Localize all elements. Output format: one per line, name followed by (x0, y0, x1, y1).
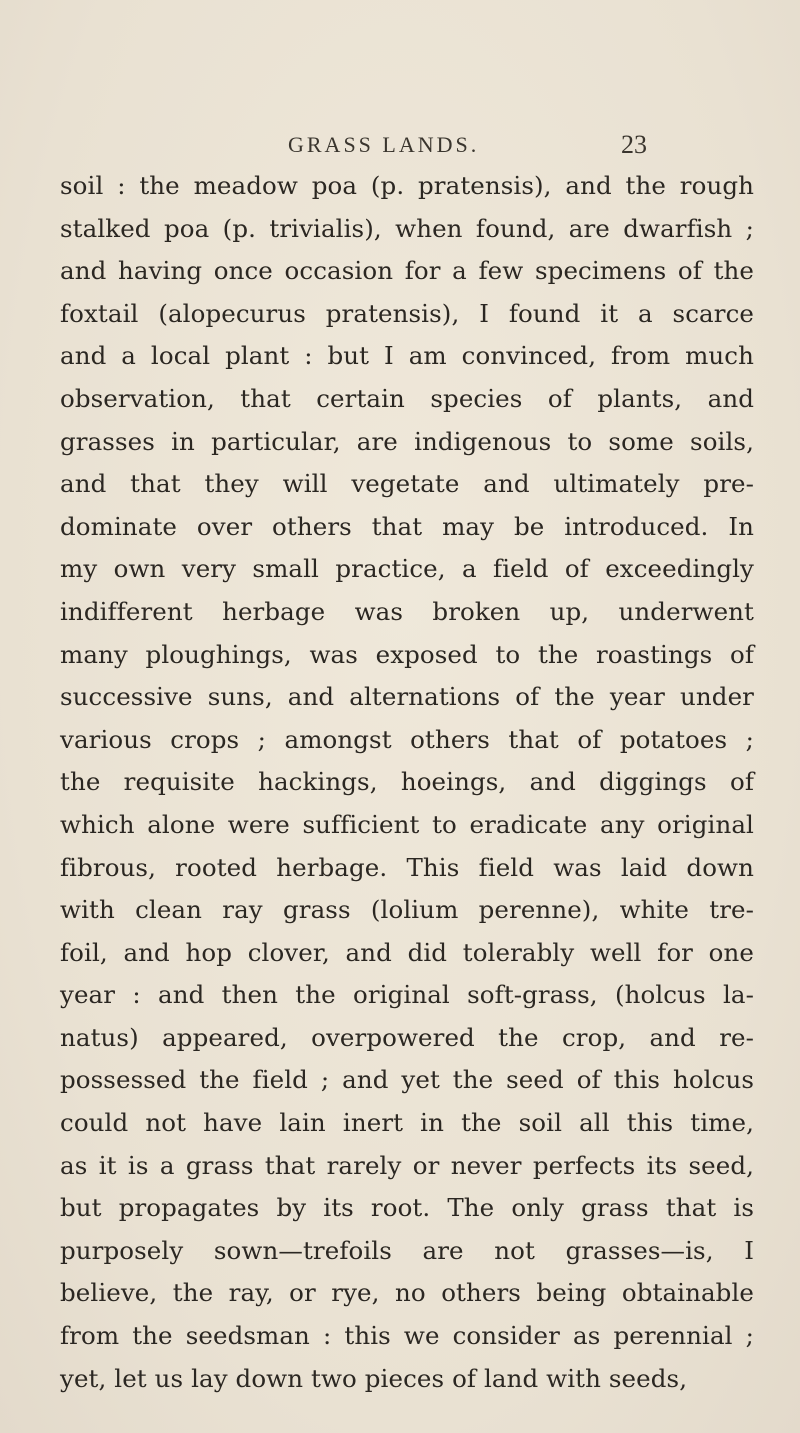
text-line: indifferent herbage was broken up, underwent (60, 596, 754, 626)
text-line: possessed the field ; and yet the seed of this holcus (60, 1065, 754, 1095)
text-line: grasses in particular, are indigenous to some soils, (60, 426, 754, 456)
text-line: yet, let us lay down two pieces of land with seeds, (60, 1363, 688, 1393)
text-line: with clean ray grass (lolium perenne), white tre- (60, 895, 754, 925)
text-line: and that they will vegetate and ultimately pre- (60, 469, 754, 499)
text-line: my own very small practice, a field of exceedingly (60, 554, 754, 584)
text-line: soil : the meadow poa (p. pratensis), and the rough (60, 171, 754, 200)
text-line: natus) appeared, overpowered the crop, and re- (60, 1022, 754, 1052)
text-line: foxtail (alopecurus pratensis), I found it a scarce (60, 298, 754, 328)
text-line: foil, and hop clover, and did tolerably well for one (60, 937, 754, 967)
text-line: year : and then the original soft-grass, (holcus la- (60, 980, 754, 1010)
text-line: and having once occasion for a few specimens of the (60, 256, 754, 286)
text-line: purposely sown—trefoils are not grasses—is, I (60, 1235, 754, 1265)
text-line: stalked poa (p. trivialis), when found, are dwarfish ; (60, 213, 754, 243)
text-line: could not have lain inert in the soil all this time, (60, 1108, 754, 1138)
text-line: and a local plant : but I am convinced, from much (60, 341, 754, 371)
text-line: successive suns, and alternations of the year under (60, 682, 754, 712)
text-line: dominate over others that may be introduced. In (60, 511, 754, 541)
page-number: 23 (621, 130, 647, 159)
body-text (60, 165, 754, 1400)
text-line: but propagates by its root. The only grass that is (60, 1193, 754, 1223)
text-line: which alone were sufficient to eradicate any original (60, 809, 754, 839)
running-head-title: GRASS LANDS. (288, 132, 480, 157)
text-line: various crops ; amongst others that of potatoes ; (60, 724, 754, 754)
text-line: from the seedsman : this we consider as perennial ; (60, 1321, 754, 1351)
text-line: the requisite hackings, hoeings, and diggings of (60, 767, 754, 797)
text-line: as it is a grass that rarely or never perfects its seed, (60, 1150, 754, 1180)
text-line: believe, the ray, or rye, no others being obtainable (60, 1278, 754, 1308)
text-line: many ploughings, was exposed to the roastings of (60, 639, 754, 669)
text-line: observation, that certain species of plants, and (60, 383, 754, 413)
text-line: fibrous, rooted herbage. This field was laid down (60, 852, 754, 882)
